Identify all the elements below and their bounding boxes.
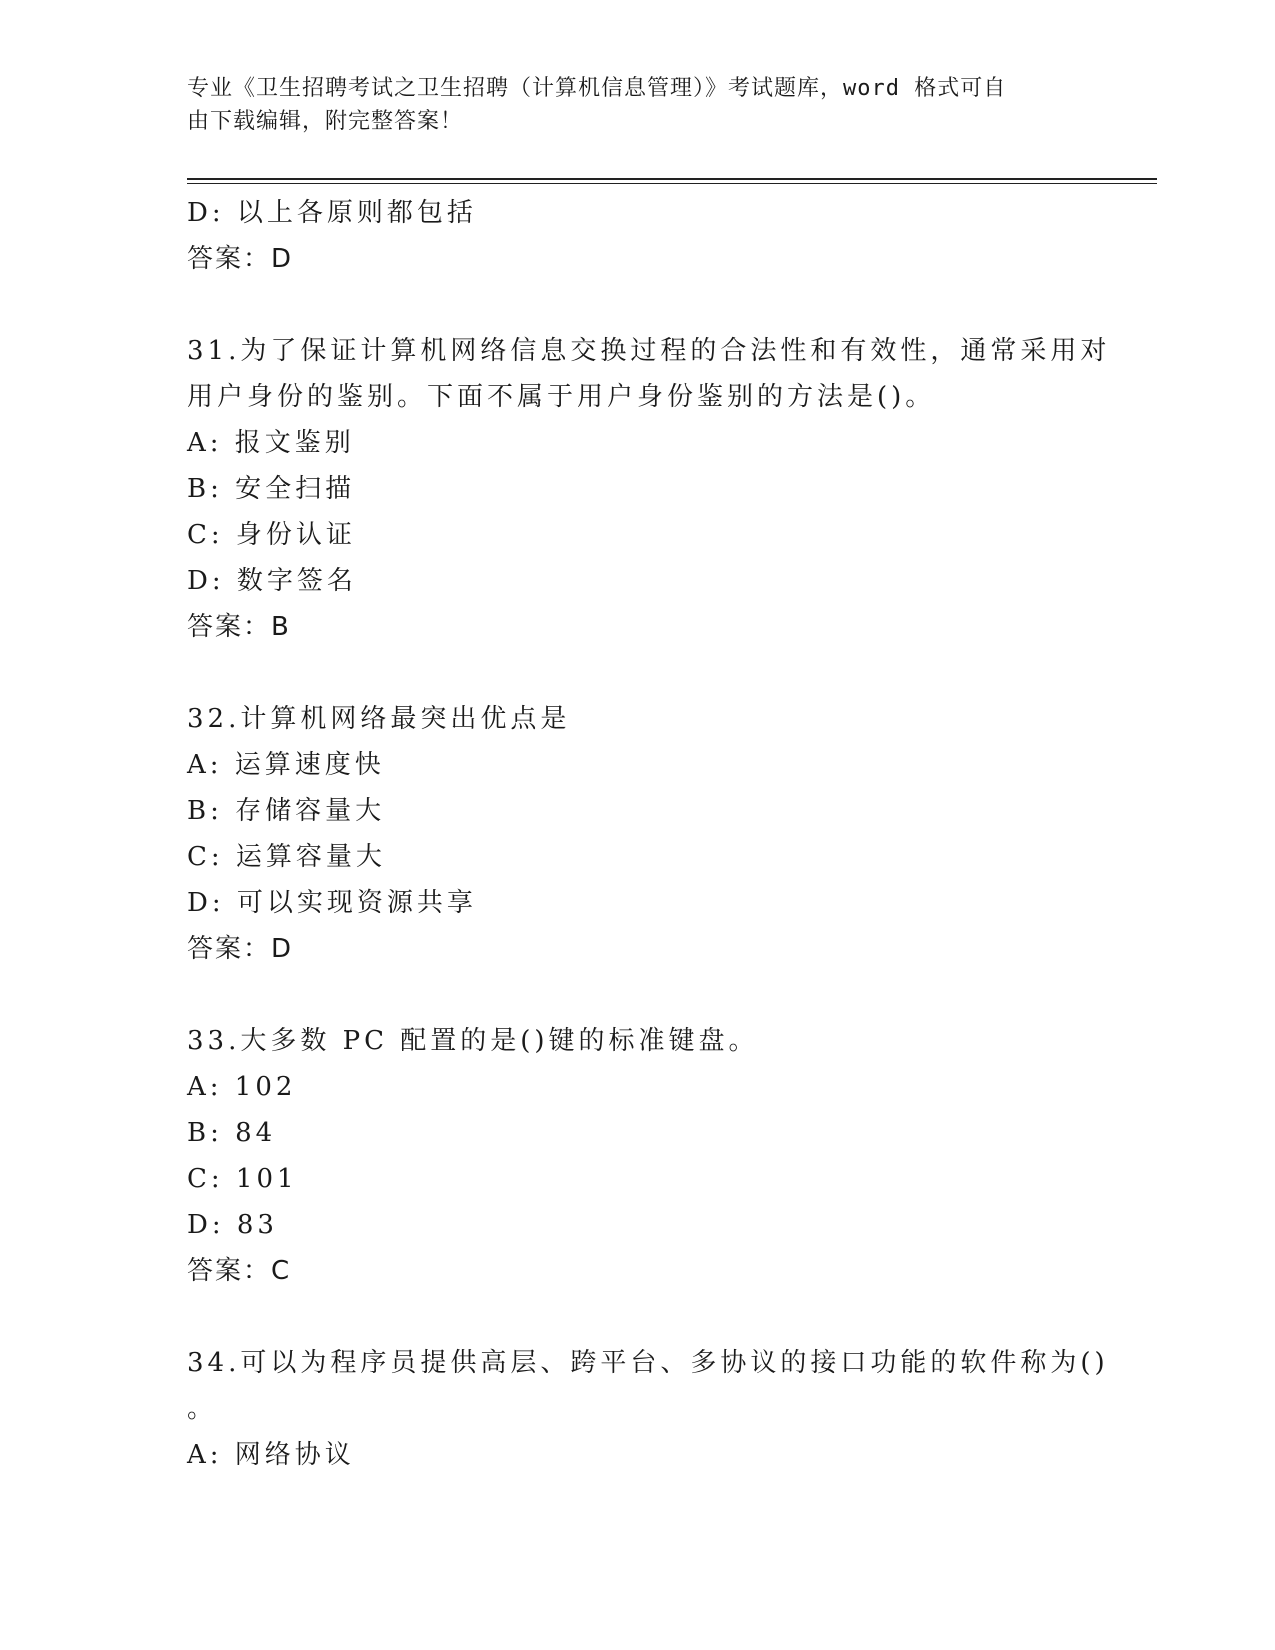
question-33 — [187, 1018, 1087, 1294]
question-32-answer: 答案：D — [187, 934, 294, 964]
spacer — [187, 282, 1087, 328]
question-31-stem-line-1: 31.为了保证计算机网络信息交换过程的合法性和有效性，通常采用对 — [187, 336, 1111, 366]
question-31 — [187, 328, 1111, 650]
question-34 — [187, 1340, 1109, 1478]
question-34-stem-line-1: 34.可以为程序员提供高层、跨平台、多协议的接口功能的软件称为() — [187, 1348, 1109, 1378]
spacer — [187, 1294, 1087, 1340]
header-rule-thin — [187, 183, 1157, 184]
question-33-option-c: C: 101 — [187, 1164, 298, 1194]
document-body — [187, 190, 1111, 1478]
question-33-option-b: B: 84 — [187, 1118, 277, 1148]
spacer — [187, 972, 1087, 1018]
question-32-option-c: C: 运算容量大 — [187, 842, 386, 872]
question-31-option-c: C: 身份认证 — [187, 520, 356, 550]
question-31-answer: 答案：B — [187, 612, 291, 642]
question-31-option-a: A: 报文鉴别 — [187, 428, 355, 458]
prev-option-d: D: 以上各原则都包括 — [187, 198, 477, 228]
document-header — [187, 72, 1067, 138]
question-32-option-d: D: 可以实现资源共享 — [187, 888, 477, 918]
prev-answer: 答案：D — [187, 244, 294, 274]
question-33-option-a: A: 102 — [187, 1072, 297, 1102]
question-32 — [187, 696, 1087, 972]
question-31-stem-line-2: 用户身份的鉴别。下面不属于用户身份鉴别的方法是()。 — [187, 382, 936, 412]
header-line-2: 由下载编辑，附完整答案！ — [187, 109, 464, 134]
question-34-stem-line-2: 。 — [187, 1394, 218, 1424]
question-33-option-d: D: 83 — [187, 1210, 278, 1240]
header-rule-thick — [187, 178, 1157, 180]
question-34-option-a: A: 网络协议 — [187, 1440, 355, 1470]
question-32-stem: 32.计算机网络最突出优点是 — [187, 704, 571, 734]
question-32-option-b: B: 存储容量大 — [187, 796, 386, 826]
spacer — [187, 650, 1087, 696]
question-31-option-d: D: 数字签名 — [187, 566, 357, 596]
question-31-option-b: B: 安全扫描 — [187, 474, 356, 504]
question-32-option-a: A: 运算速度快 — [187, 750, 385, 780]
question-33-answer: 答案：C — [187, 1256, 292, 1286]
header-line-1: 专业《卫生招聘考试之卫生招聘（计算机信息管理）》考试题库，word 格式可自 — [187, 76, 1007, 101]
question-33-stem: 33.大多数 PC 配置的是()键的标准键盘。 — [187, 1026, 759, 1056]
